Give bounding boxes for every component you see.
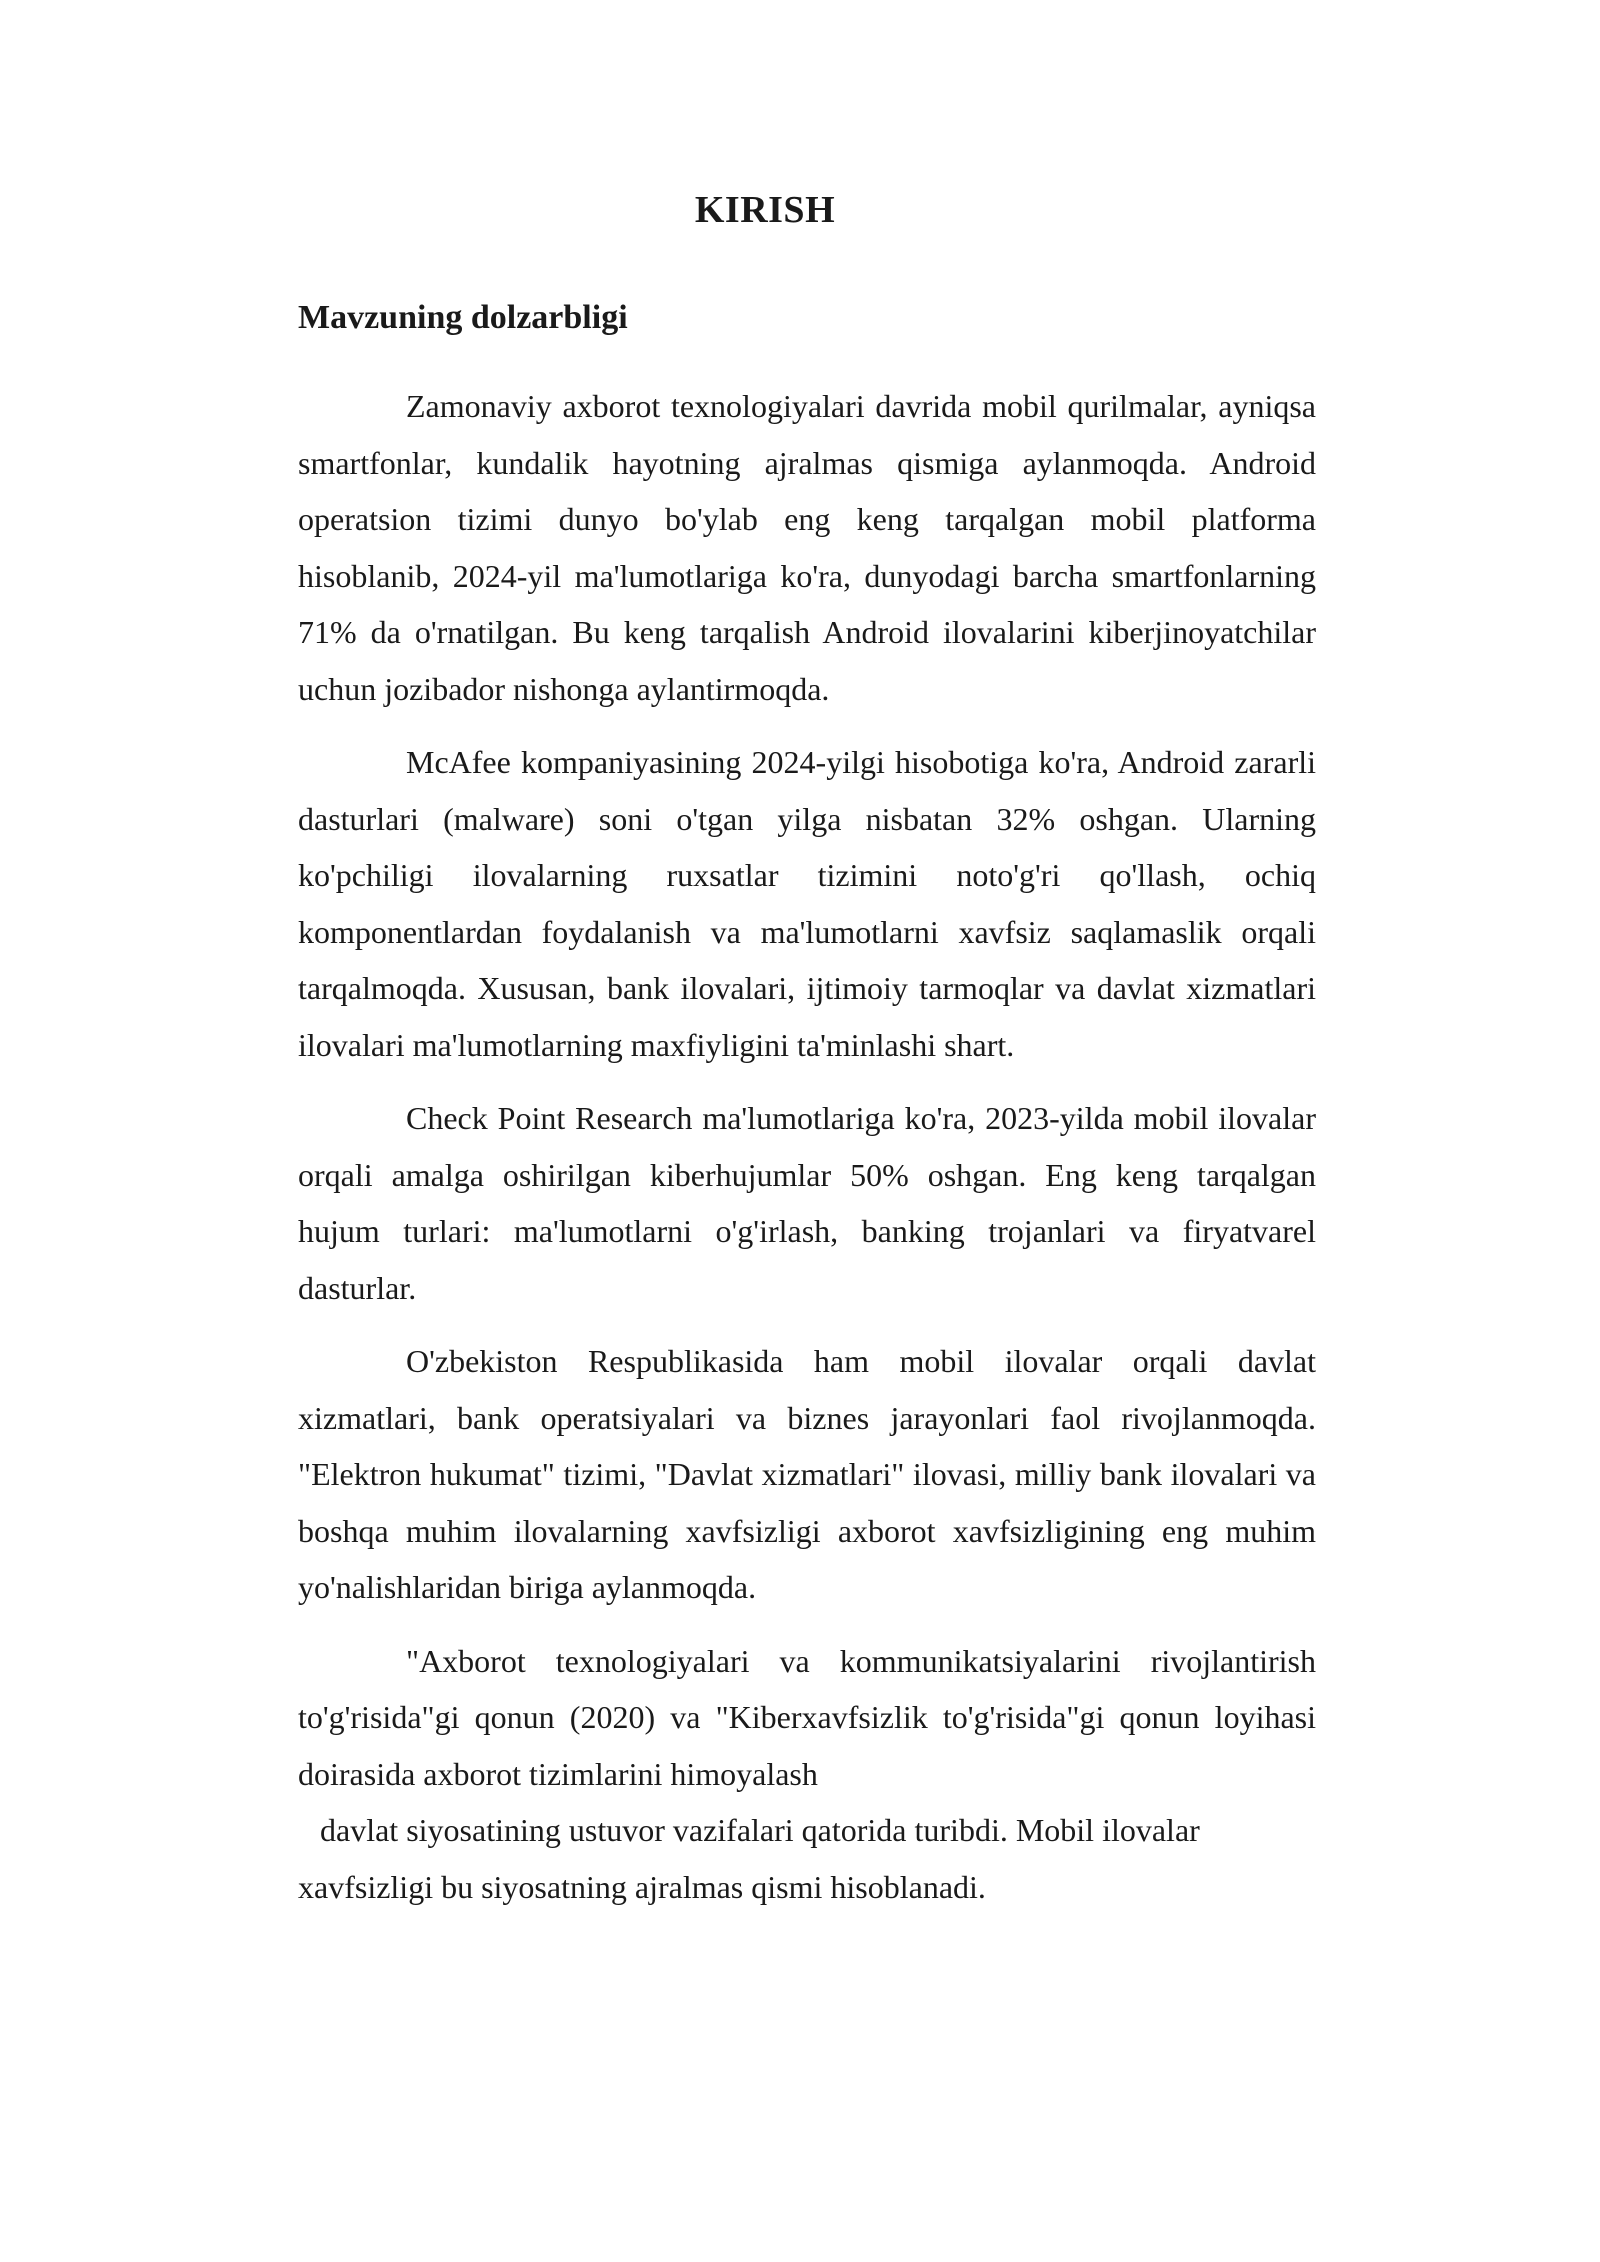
paragraph-2: McAfee kompaniyasining 2024-yilgi hisobotiga ko'ra, Android zararli dasturlari (malware) soni o'tgan yilga nisbatan 32% oshgan. Ularning ko'pchiligi ilovalarning ruxsatlar tizimini noto'g'ri qo'llash, ochiq komponentlardan foydalanish va ma'lumotlarni xavfsiz saqlamaslik orqali tarqalmoqda. Xususan, bank ilovalari, ijtimoiy tarmoqlar va davlat xizmatlari ilovalari ma'lumotlarning maxfiyligini ta'minlashi shart. [298, 744, 1316, 1063]
paragraph-1: Zamonaviy axborot texnologiyalari davrida mobil qurilmalar, ayniqsa smartfonlar, kundalik hayotning ajralmas qismiga aylanmoqda. Android operatsion tizimi dunyo bo'ylab eng keng tarqalgan mobil platforma hisoblanib, 2024-yil ma'lumotlariga ko'ra, dunyodagi barcha smartfonlarning 71% da o'rnatilgan. Bu keng tarqalish Android ilovalarini kiberjinoyatchilar uchun jozibador nishonga aylantirmoqda. [298, 388, 1316, 707]
continuation-line-2: xavfsizligi bu siyosatning ajralmas qismi hisoblanadi. [298, 1868, 986, 1905]
paragraph-3: Check Point Research ma'lumotlariga ko'ra, 2023-yilda mobil ilovalar orqali amalga oshirilgan kiberhujumlar 50% oshgan. Eng keng tarqalgan hujum turlari: ma'lumotlarni o'g'irlash, banking trojanlari va firyatvarel dasturlar. [298, 1100, 1316, 1306]
continuation-line-1: davlat siyosatining ustuvor vazifalari qatorida turibdi. Mobil ilovalar [320, 1812, 1200, 1848]
section-heading: Mavzuning dolzarbligi [298, 299, 628, 336]
paragraph-4: O'zbekiston Respublikasida ham mobil ilovalar orqali davlat xizmatlari, bank operatsiyalari va biznes jarayonlari faol rivojlanmoqda. "Elektron hukumat" tizimi, "Davlat xizmatlari" ilovasi, milliy bank ilovalari va boshqa muhim ilovalarning xavfsizligi axborot xavfsizligining eng muhim yo'nalishlaridan biriga aylanmoqda. [298, 1343, 1316, 1605]
paragraph-5: "Axborot texnologiyalari va kommunikatsiyalarini rivojlantirish to'g'risida"gi qonun (2020) va "Kiberxavfsizlik to'g'risida"gi qonun loyihasi doirasida axborot tizimlarini himoyalash [298, 1642, 1316, 1792]
body-text [298, 378, 1316, 1915]
document-title: KIRISH [694, 189, 836, 231]
paragraph-5-continuation [298, 1802, 1316, 1915]
